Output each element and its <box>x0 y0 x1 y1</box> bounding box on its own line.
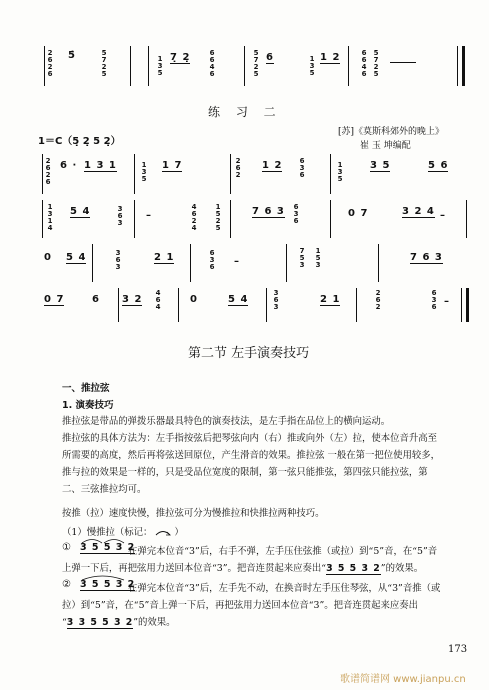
row3-note-f: – <box>440 210 446 221</box>
row1-note-d: 1 2 <box>320 52 341 63</box>
row1-note-b: 7̣ 2̣ <box>170 52 191 63</box>
row5-note-c: 3 2 <box>122 294 143 305</box>
example-2-text-b: 拉）到“5”音，在“5”音上弹一下后，再把弦用力送回本位音“3”。把音连贯起来应奏出 <box>62 600 419 611</box>
row4-note-b: 5 4 <box>66 252 87 263</box>
row1-note-a: 5̇ <box>68 50 76 61</box>
paragraph-1: 推拉弦是带品的弹拨乐器最具特色的演奏技法，是左手指在品位上的横向运动。 <box>62 416 391 427</box>
row2-note-d: 1 2 <box>262 160 283 171</box>
row3-note-e: 3 2 4 <box>402 206 435 217</box>
row3-note-c: 7 6 3 <box>252 206 285 217</box>
key-signature: 1＝C（5̣ 2̣ 5 2̣） <box>38 136 121 147</box>
paragraph-3: 按推（拉）速度快慢，推拉弦可分为慢推拉和快推拉两种技巧。 <box>62 508 325 519</box>
subsection-heading: 一、推拉弦 <box>62 383 110 394</box>
example-2-text-a: 在弹完本位音“3”后，左手先不动，在换音时左手压住琴弦，从“3”音推（或 <box>128 583 441 594</box>
row3-note-d: 0 7 <box>348 208 369 219</box>
example-1-slur <box>80 536 126 544</box>
attribution: [苏]《莫斯科郊外的晚上》 <box>338 127 445 137</box>
example-2-number: ② <box>62 579 71 590</box>
arranger: 崔 玉 坤编配 <box>360 141 411 151</box>
row5-note-g: – <box>444 296 450 307</box>
example-2-text-end: “3 3 5 5 3 2”的效果。 <box>62 617 176 628</box>
watermark: 歌谱简谱网 www.jianpu.cn <box>340 674 466 685</box>
example-1-text-c: ”的效果。 <box>380 563 424 574</box>
notation-row-3: 1 3 1 4 5 4 3 6 3 – 4 6 2 4 1 5 2 5 7 6 3 6 3 6 0 7 3 2 4 – <box>30 198 470 244</box>
row4-note-a: 0 <box>44 252 52 263</box>
row4-note-c: 2 1 <box>154 252 175 263</box>
example-1-text-b-main: 上弹一下后，再把弦用力送回本位音“3”。把音连贯起来应奏出“ <box>62 563 327 574</box>
example-2-notes: 3 5 5 3 2 <box>80 579 136 590</box>
row1-note-c: 6 <box>266 52 274 63</box>
row2-note-c: 1 7 <box>162 160 183 171</box>
row3-note-b: – <box>146 210 152 221</box>
page-number: 173 <box>448 644 468 655</box>
row2-note-a: 6 · <box>60 160 78 171</box>
row4-note-d: – <box>234 256 240 267</box>
row5-note-d: 0 <box>190 294 198 305</box>
notation-row-1: 2 6 2 6 5̇ 5 7 2 5 1 3 5 7̣ 2̣ 6 6 4 6 5 7 2 5 6 1 3 5 1 2 6 6 4 6 5 7 2 5 <box>30 42 470 90</box>
example-1-notes: 3 5 5 3 2 <box>80 542 136 553</box>
notation-row-2: 2 6 2 6 6 · 1 3 1 1 3 5 1 7 2 6 2 1 2 6 3 6 1 3 5 3 5 5 6 <box>30 150 470 200</box>
item-heading: 1. 演奏技巧 <box>62 400 114 411</box>
example-2-inline-notes: 3 3 5 5 3 2 <box>66 617 134 628</box>
row2-note-f: 5 6 <box>428 160 449 171</box>
row3-note-a: 5 4 <box>70 206 91 217</box>
row4-note-e: 7 6 3 <box>410 252 443 263</box>
row5-note-e: 5 4 <box>228 294 249 305</box>
exercise-title: 练 习 二 <box>208 105 282 119</box>
section-heading: 第二节 左手演奏技巧 <box>188 346 310 361</box>
paragraph-2: 推拉弦的具体方法为：左手指按弦后把琴弦向内（右）推或向外（左）拉，使本位音升高至所需要的高度，然后再将弦送回原位，产生滑音的效果。推拉弦 一般在第一把位使用较多，推与拉的效果是一样的，只是受品位宽度的限制，第一弦只能推弦，第四弦只能拉弦，第二、三弦推拉均可。 <box>62 433 440 495</box>
slow-label-text: （1）慢推拉（标记： <box>62 527 153 538</box>
row5-note-f: 2 1 <box>320 294 341 305</box>
row5-note-a: 0 7 <box>44 294 65 305</box>
notation-row-5: 0 7 6 3 2 4 6 4 0 5 4 3 6 3 2 1 2 6 2 6 3 6 – <box>30 286 470 326</box>
example-1-text-b <box>62 560 423 574</box>
notation-row-4: 0 5 4 3 6 3 2 1 6 3 6 – 7 5 3 1 5 3 7 6 3 <box>30 242 470 288</box>
slur-mark-icon <box>155 529 171 537</box>
slow-label-end: ） <box>174 527 184 538</box>
row2-note-e: 3 5 <box>370 160 391 171</box>
row5-note-b: 6 <box>92 294 100 305</box>
example-2-slur <box>80 573 126 581</box>
example-1-inline-notes: 3 5 5 3 2 <box>326 563 381 574</box>
example-1-text-a: 在弹完本位音“3”后，右手不弹，左手压住弦推（或拉）到“5”音，在“5”音 <box>128 546 438 557</box>
example-2-text-c: ”的效果。 <box>133 617 176 628</box>
example-1-number: ① <box>62 542 71 553</box>
row2-note-b: 1 3 1 <box>84 160 117 171</box>
